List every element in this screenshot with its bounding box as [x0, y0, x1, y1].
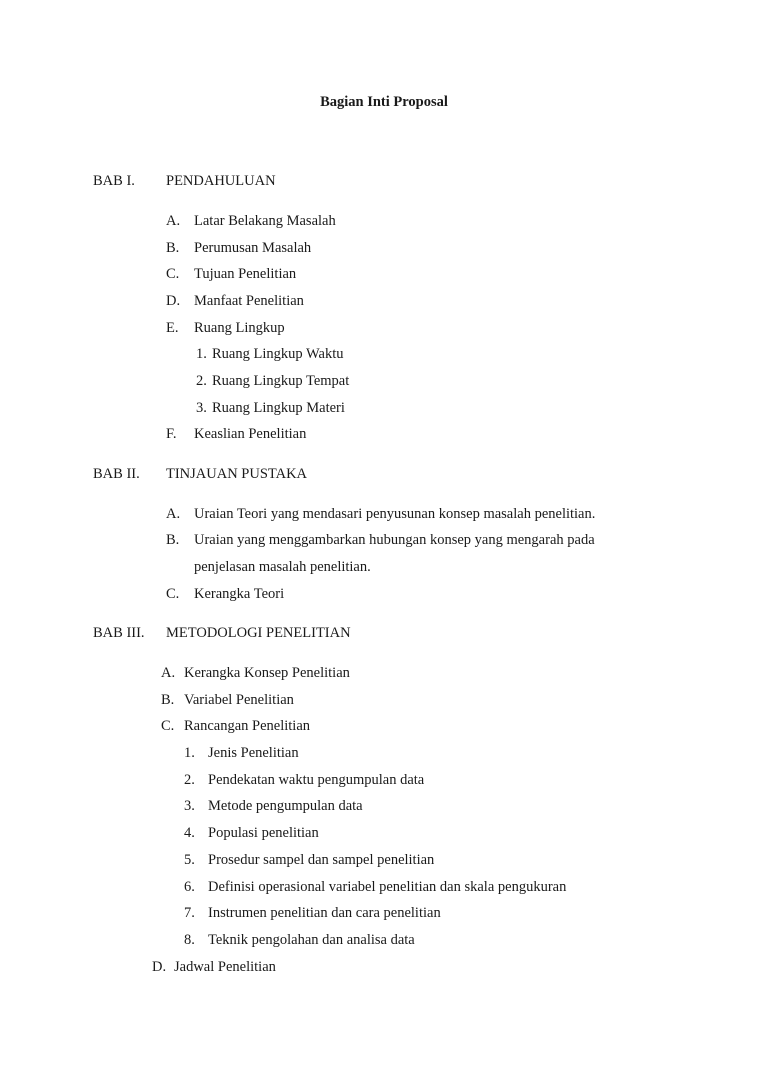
chapter-2-number: BAB II.	[93, 466, 140, 482]
list-item: Ruang Lingkup	[194, 320, 285, 336]
list-item: Variabel Penelitian	[184, 692, 294, 708]
sub-item-number: 3.	[196, 400, 207, 416]
sub-item-number: 1.	[184, 745, 195, 761]
list-item: Kerangka Teori	[194, 586, 285, 602]
chapter-1-number: BAB I.	[93, 173, 135, 189]
sub-item-number: 2.	[184, 772, 195, 788]
sub-item: Metode pengumpulan data	[208, 798, 363, 814]
sub-item-number: 3.	[184, 798, 195, 814]
page-title: Bagian Inti Proposal	[320, 94, 448, 110]
list-item-letter: F.	[166, 426, 177, 442]
list-item-letter: A.	[166, 213, 181, 229]
sub-item: Ruang Lingkup Materi	[212, 400, 345, 416]
list-item-letter: C.	[166, 586, 180, 602]
chapter-1-title: PENDAHULUAN	[166, 173, 276, 189]
sub-item: Definisi operasional variabel penelitian dan skala pengukuran	[208, 879, 567, 895]
list-item-letter: A.	[161, 665, 176, 681]
chapter-3-number: BAB III.	[93, 625, 145, 641]
sub-item: Prosedur sampel dan sampel penelitian	[208, 852, 435, 868]
list-item-letter: D.	[152, 959, 167, 975]
list-item: Perumusan Masalah	[194, 240, 312, 256]
chapter-2-title: TINJAUAN PUSTAKA	[166, 466, 308, 482]
sub-item-number: 5.	[184, 852, 195, 868]
list-item-letter: D.	[166, 293, 181, 309]
list-item-letter: B.	[166, 532, 180, 548]
sub-item: Populasi penelitian	[208, 825, 319, 841]
list-item: Jadwal Penelitian	[174, 959, 276, 975]
sub-item: Ruang Lingkup Waktu	[212, 346, 344, 362]
sub-item: Jenis Penelitian	[208, 745, 299, 761]
sub-item: Pendekatan waktu pengumpulan data	[208, 772, 425, 788]
list-item: Kerangka Konsep Penelitian	[184, 665, 350, 681]
sub-item: Ruang Lingkup Tempat	[212, 373, 350, 389]
list-item: Rancangan Penelitian	[184, 718, 311, 734]
list-item-letter: C.	[161, 718, 175, 734]
sub-item-number: 4.	[184, 825, 195, 841]
sub-item-number: 7.	[184, 905, 195, 921]
list-item: Latar Belakang Masalah	[194, 213, 336, 229]
list-item-letter: A.	[166, 506, 181, 522]
list-item-letter: B.	[161, 692, 175, 708]
list-item: Manfaat Penelitian	[194, 293, 304, 309]
chapter-3-title: METODOLOGI PENELITIAN	[166, 625, 351, 641]
list-item-letter: C.	[166, 266, 180, 282]
list-item-continuation: penjelasan masalah penelitian.	[194, 559, 371, 575]
sub-item-number: 1.	[196, 346, 207, 362]
sub-item: Instrumen penelitian dan cara penelitian	[208, 905, 441, 921]
list-item: Uraian Teori yang mendasari penyusunan konsep masalah penelitian.	[194, 506, 596, 522]
sub-item-number: 8.	[184, 932, 195, 948]
list-item-letter: E.	[166, 320, 179, 336]
list-item: Uraian yang menggambarkan hubungan konsep yang mengarah pada	[194, 532, 595, 548]
sub-item: Teknik pengolahan dan analisa data	[208, 932, 415, 948]
list-item-letter: B.	[166, 240, 180, 256]
sub-item-number: 2.	[196, 373, 207, 389]
sub-item-number: 6.	[184, 879, 195, 895]
list-item: Tujuan Penelitian	[194, 266, 297, 282]
list-item: Keaslian Penelitian	[194, 426, 307, 442]
